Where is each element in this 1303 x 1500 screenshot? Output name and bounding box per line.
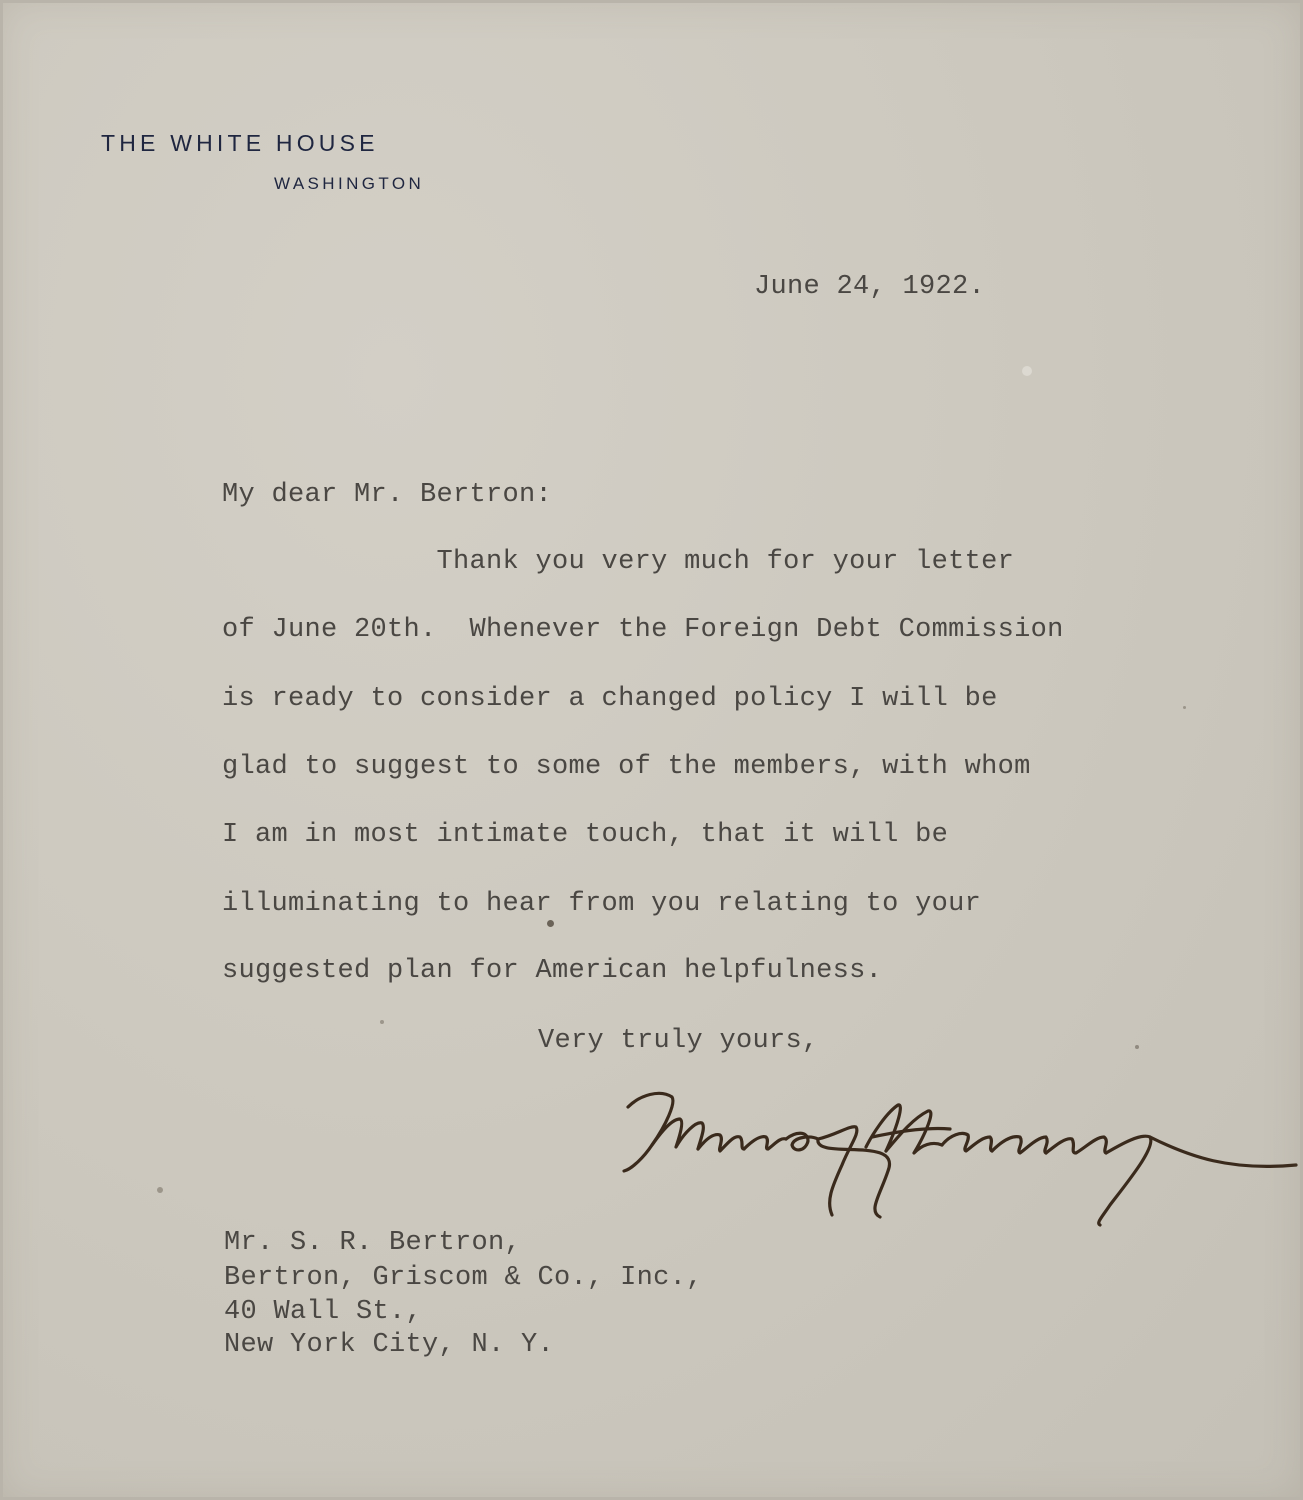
body-line: Thank you very much for your letter xyxy=(222,547,1015,577)
closing: Very truly yours, xyxy=(538,1026,819,1056)
paper-speck xyxy=(1022,366,1032,376)
handwritten-signature xyxy=(610,1075,1300,1245)
paper-speck xyxy=(1135,1045,1139,1049)
body-line: is ready to consider a changed policy I will be xyxy=(222,684,998,714)
paper-speck xyxy=(1183,706,1186,709)
letterhead-subtitle: WASHINGTON xyxy=(274,174,425,193)
body-line: of June 20th. Whenever the Foreign Debt Commission xyxy=(222,615,1064,645)
letterhead-title: THE WHITE HOUSE xyxy=(101,130,379,156)
paper-speck xyxy=(157,1187,163,1193)
address-line: 40 Wall St., xyxy=(224,1297,423,1327)
body-line: illuminating to hear from you relating to your xyxy=(222,889,982,919)
salutation: My dear Mr. Bertron: xyxy=(222,480,553,510)
body-line: I am in most intimate touch, that it will be xyxy=(222,820,949,850)
body-line: glad to suggest to some of the members, with whom xyxy=(222,752,1031,782)
body-line: suggested plan for American helpfulness. xyxy=(222,956,883,986)
address-line: New York City, N. Y. xyxy=(224,1330,555,1360)
letter-body xyxy=(222,547,1064,986)
paper-speck xyxy=(547,920,554,927)
recipient-address xyxy=(224,1228,703,1408)
letter-date: June 24, 1922. xyxy=(754,272,986,302)
address-line: Bertron, Griscom & Co., Inc., xyxy=(224,1263,703,1293)
paper-speck xyxy=(380,1020,384,1024)
address-line: Mr. S. R. Bertron, xyxy=(224,1228,522,1258)
